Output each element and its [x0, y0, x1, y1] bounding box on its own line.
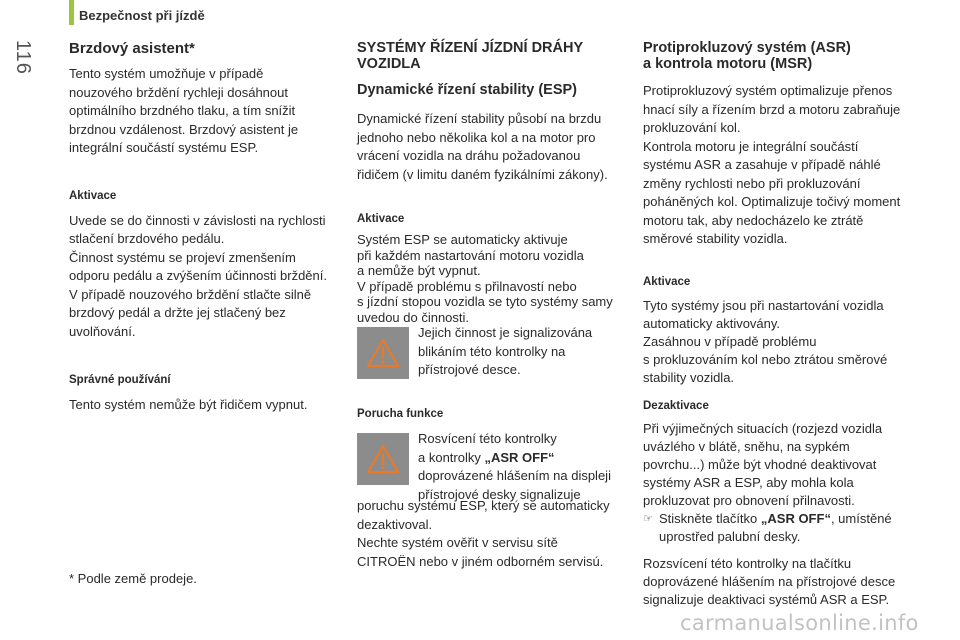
usage-text: Tento systém nemůže být řidičem vypnut. [69, 397, 308, 412]
text-line: stlačení brzdového pedálu. [69, 231, 225, 246]
esp-heading: Dynamické řízení stability (ESP) [357, 82, 577, 98]
text-fragment: a kontrolky [418, 449, 485, 465]
text-line: brzdnou vzdálenost. Brzdový asistent je [69, 121, 299, 137]
column-brake-assist [69, 40, 344, 415]
text-line: přístrojové desce. [418, 362, 521, 377]
warning-triangle-icon [357, 327, 409, 379]
text-line: uvázlého v blátě, sněhu, na sypkém [643, 438, 850, 454]
text-line: Systém ESP se automaticky aktivuje [357, 232, 568, 247]
stability-systems-heading-line2: VOZIDLA [357, 56, 421, 72]
warning-triangle-icon-svg [366, 444, 400, 474]
text-line: integrální součástí systému ESP. [69, 140, 259, 155]
warning-triangle-icon [357, 433, 409, 485]
column-asr [643, 40, 923, 609]
text-line: uvolňování. [69, 323, 136, 339]
text-line: V případě nouzového brždění stlačte silně [69, 286, 312, 302]
text-line: Tento systém umožňuje v případě [69, 66, 264, 81]
text-line: Protiprokluzový systém optimalizuje přenos [643, 83, 893, 98]
text-line: povrchu...) může být vhodné deaktivovat [643, 456, 877, 472]
text-line: nouzového brždění rychleji dosáhnout [69, 84, 288, 100]
text-line: uvedou do činnosti. [357, 309, 470, 325]
text-line: systémy ASR a ESP, aby mohla kola [643, 474, 854, 490]
text-line: systému ASR a zasahuje v případě náhlé [643, 157, 881, 172]
text-line: Činnost systému se projeví zmenšením [69, 249, 296, 265]
esp-activation-heading: Aktivace [357, 213, 405, 225]
text-line: poruchu systému ESP, který se automaticky [357, 498, 610, 513]
text-line: Rosvícení této kontrolky [418, 431, 557, 446]
text-line: směrové stability vozidla. [643, 231, 788, 246]
watermark: carmanualsonline.info [680, 611, 919, 635]
deactivation-heading: Dezaktivace [643, 399, 709, 412]
text-line: přístrojové desky signalizuje [418, 486, 581, 502]
asr-off-label: „ASR OFF“ [760, 510, 831, 526]
text-line: změny rychlosti nebo při prokluzování [643, 175, 861, 191]
text-line: Dynamické řízení stability působí na brzdu [357, 111, 602, 126]
text-line: brzdový pedál a držte jej stlačený bez [69, 305, 286, 320]
text-line: Kontrola motoru je integrální součástí [643, 138, 859, 154]
asr-heading: Protiprokluzový systém (ASR) [643, 40, 851, 56]
text-line: Tyto systémy jsou při nastartování vozidla [643, 297, 884, 313]
warning-triangle-icon-svg [366, 338, 400, 368]
text-fragment: Stiskněte tlačítko [659, 510, 761, 526]
fault-text [357, 497, 637, 571]
text-line: optimálního brzdného tlaku, a tím snížit [69, 103, 296, 118]
text-line: automaticky aktivovány. [643, 315, 781, 331]
text-line: blikáním této kontrolky na [418, 343, 566, 359]
text-line: V případě problému s přilnavostí nebo [357, 278, 577, 294]
stability-systems-heading: SYSTÉMY ŘÍZENÍ JÍZDNÍ DRÁHY [357, 40, 584, 56]
warning1-text [418, 324, 633, 380]
warning2-text [418, 430, 633, 504]
footnote: * Podle země prodeje. [69, 571, 197, 586]
text-line: vrácení vozidla na dráhu požadovanou [357, 148, 581, 163]
asr-activation-text [643, 297, 923, 387]
text-line: Zasáhnou v případě problému [643, 333, 817, 349]
asr-off-label: „ASR OFF“ [484, 449, 555, 465]
section-title: Bezpečnost při jízdě [79, 8, 205, 23]
text-line: CITROËN nebo v jiném odborném servisú. [357, 553, 604, 569]
text-line: motoru tak, aby nedocházelo ke ztrátě [643, 212, 864, 228]
text-line: uprostřed palubní desky. [659, 528, 801, 544]
text-line: Jejich činnost je signalizována [418, 325, 593, 340]
closing-text [643, 555, 923, 609]
section-accent-bar [69, 0, 74, 25]
text-line: Nechte systém ověřit v servisu sítě [357, 535, 558, 550]
text-line: prokluzování kol. [643, 120, 741, 135]
brake-assist-heading: Brzdový asistent* [69, 40, 195, 57]
text-line: dezaktivoval. [357, 516, 433, 532]
text-line: hnací síly a řízením brzd a motoru zabraňuje [643, 101, 901, 117]
text-fragment: , umístěné [830, 510, 892, 526]
esp-activation-text [357, 232, 632, 325]
text-line: prokluzovat pro obnovení přilnavosti. [643, 492, 855, 508]
text-line: s jízdní stopou vozidla se tyto systémy samy [357, 294, 613, 309]
esp-text [357, 110, 632, 184]
brake-assist-intro [69, 65, 344, 158]
asr-heading-line2: a kontrola motoru (MSR) [643, 56, 813, 72]
text-line: jednoho nebo několika kol a na motor pro [357, 129, 596, 145]
deactivation-text [643, 420, 923, 546]
text-line: Při výjimečných situacích (rozjezd vozidla [643, 420, 883, 436]
text-line: Rozsvícení této kontrolky na tlačítku [643, 555, 852, 571]
text-line: doprovázené hlášením na displeji [418, 468, 611, 483]
asr-off-instruction [643, 510, 923, 546]
pointing-hand-icon: ☞ [643, 512, 653, 525]
text-line [418, 449, 633, 468]
text-line: řidičem (v limitu daném fyzikálními zákony). [357, 166, 608, 182]
page-number: 116 [12, 40, 34, 75]
text-line: při každém nastartování motoru vozidla [357, 247, 584, 263]
column-stability [357, 40, 632, 325]
text-line: a nemůže být vypnut. [357, 263, 481, 278]
text-line: s prokluzováním kol nebo ztrátou směrové [643, 351, 888, 367]
activation-text [69, 212, 344, 342]
fault-heading: Porucha funkce [357, 408, 444, 420]
asr-activation-heading: Aktivace [643, 275, 691, 288]
text-line: odporu pedálu a zvýšením účinnosti brždění. [69, 268, 327, 283]
text-line: doprovázené hlášením na přístrojové desce [643, 573, 896, 589]
usage-heading: Správné používání [69, 374, 171, 386]
text-line: poháněných kol. Optimalizuje točivý moment [643, 194, 901, 209]
text-line: Uvede se do činnosti v závislosti na rychlosti [69, 212, 326, 228]
activation-heading: Aktivace [69, 189, 117, 202]
text-line: stability vozidla. [643, 369, 735, 385]
text-line: signalizuje deaktivaci systémů ASR a ESP. [643, 591, 890, 607]
asr-intro [643, 82, 923, 249]
text-line [659, 510, 892, 528]
